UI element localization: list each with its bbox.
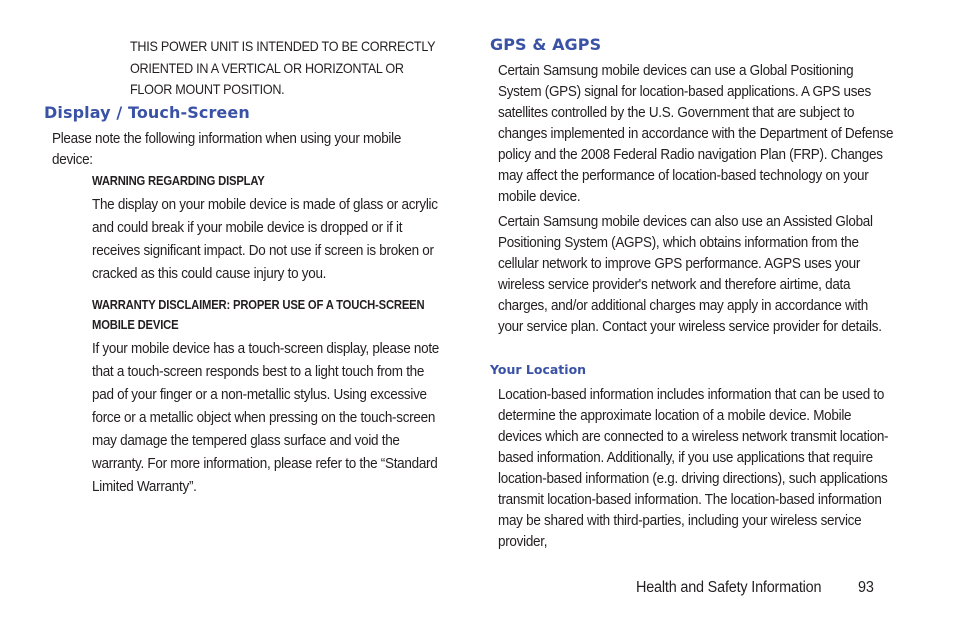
display-touch-screen-heading: Display / Touch-Screen (44, 103, 250, 122)
warning-display-text: The display on your mobile device is made of glass or acrylic and could break if your mobile device is dropped or if it receives significant impact. Do not use if screen is broken or cracked as this could cause injury to you. (92, 197, 438, 282)
warranty-disclaimer-label: WARRANTY DISCLAIMER: PROPER USE OF A TOUCH-SCREEN MOBILE DEVICE (92, 298, 425, 332)
your-location-heading: Your Location (490, 362, 587, 377)
gps-paragraph-2: Certain Samsung mobile devices can also use an Assisted Global Positioning System (AGPS), which obtains information from the cellular network to improve GPS performance. AGPS uses your wireless service provider's network and therefore airtime, data charges, and/or additional charges may apply in accordance with your service plan. Contact your wireless service provider for details. (498, 214, 882, 335)
power-unit-notice: THIS POWER UNIT IS INTENDED TO BE CORRECTLY ORIENTED IN A VERTICAL OR HORIZONTAL OR FLOOR MOUNT POSITION. (130, 38, 436, 97)
warranty-disclaimer-text: If your mobile device has a touch-screen display, please note that a touch-screen responds best to a light touch from the pad of your finger or a non-metallic stylus. Using excessive force or a metallic object when pressing on the touch-screen may damage the tempered glass surface and void the warranty. For more information, please refer to the “Standard Limited Warranty”. (92, 341, 440, 495)
footer-section-title: Health and Safety Information (636, 579, 822, 596)
display-intro-text: Please note the following information when using your mobile device: (52, 131, 402, 168)
warning-display-label: WARNING REGARDING DISPLAY (92, 174, 265, 188)
gps-agps-heading: GPS & AGPS (490, 35, 602, 54)
gps-paragraph-1: Certain Samsung mobile devices can use a Global Positioning System (GPS) signal for location-based applications. A GPS uses satellites controlled by the U.S. Government that are subject to changes implemented in accordance with the Department of Defense policy and the 2008 Federal Radio navigation Plan (FRP). Changes may affect the performance of location-based technology on your mobile device. (498, 63, 894, 205)
location-paragraph: Location-based information includes information that can be used to determine the approximate location of a mobile device. Mobile devices which are connected to a wireless network transmit location-based information. Additionally, if you use applications that require location-based information (e.g. driving directions), such applications transmit location-based information. The location-based information may be shared with third-parties, including your wireless service provider, (498, 387, 889, 550)
page-number: 93 (858, 579, 874, 596)
